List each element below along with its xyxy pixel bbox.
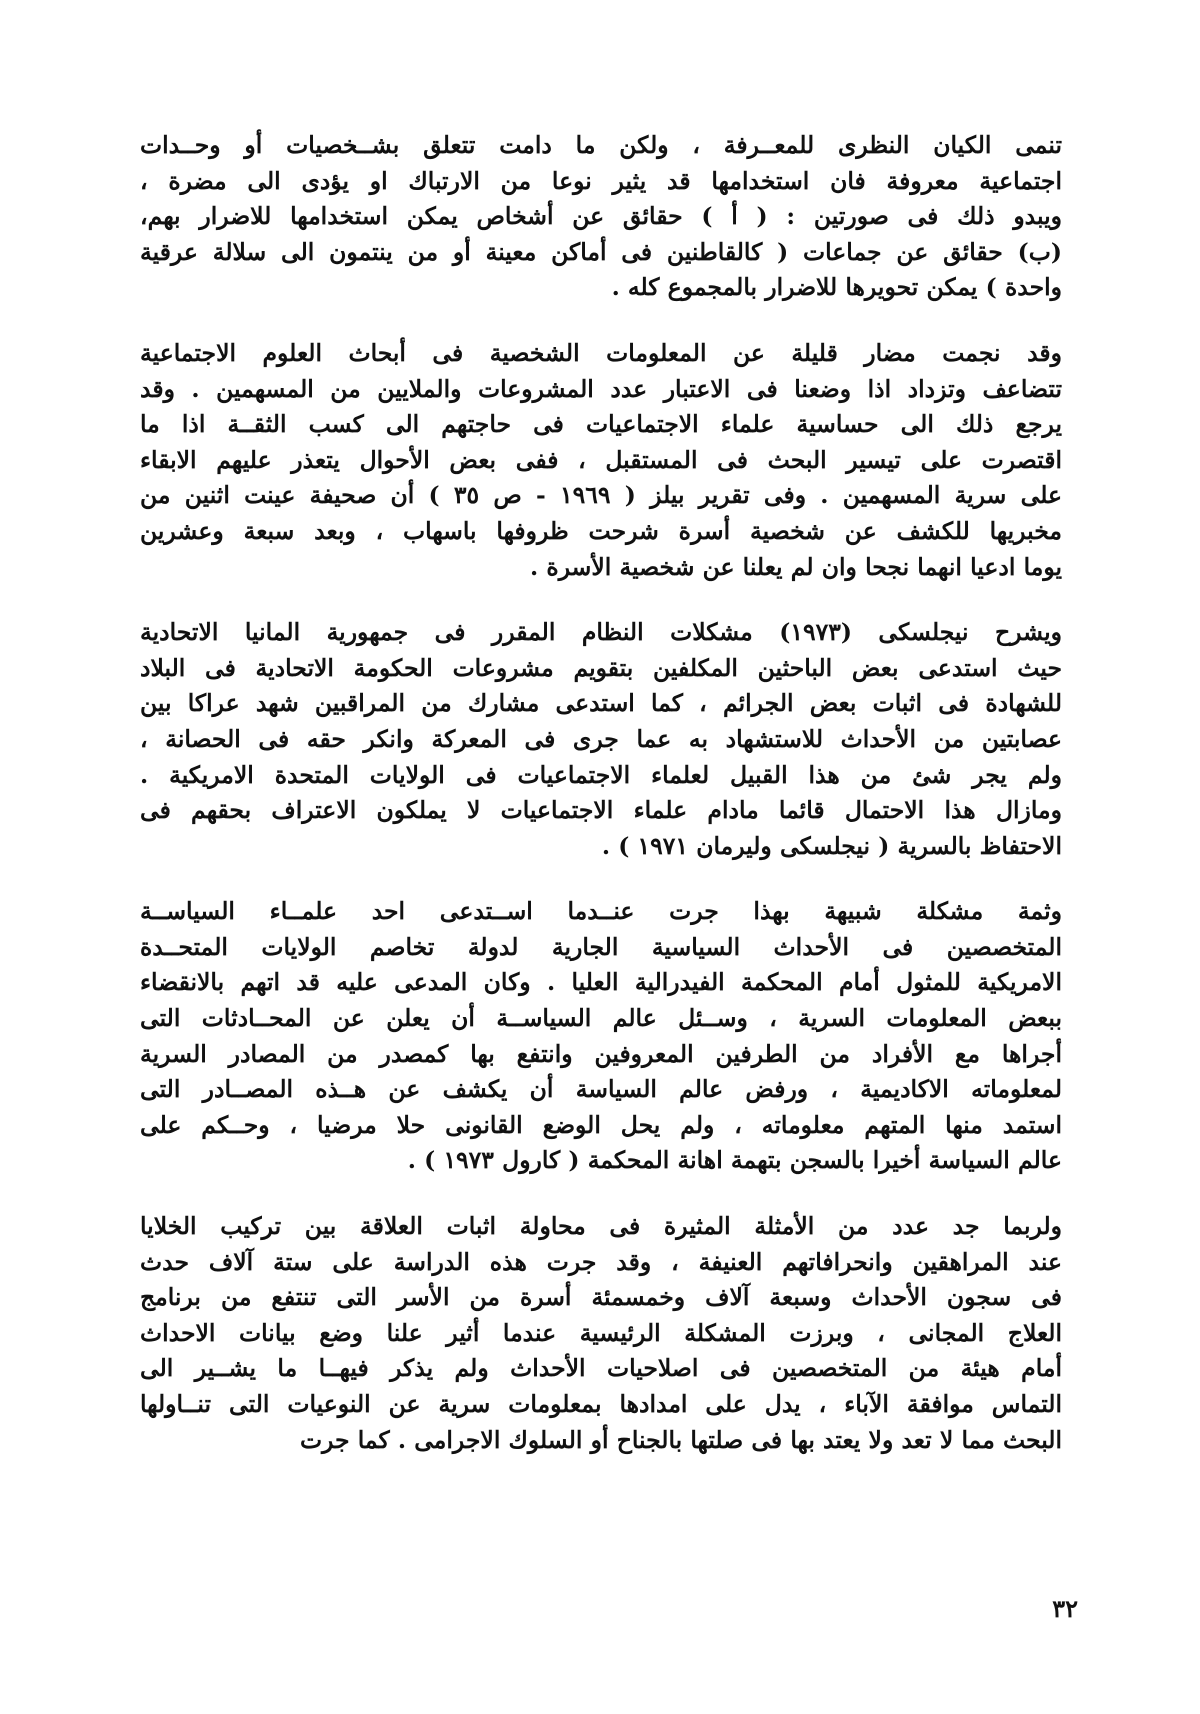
text-line: اقتصرت على تيسير البحث فى المستقبل ، ففى بعض الأحوال يتعذر عليهم الابقاء	[140, 445, 1062, 474]
paragraph-gap	[140, 864, 1062, 894]
text-line: عصابتين من الأحداث للاستشهاد به عما جرى فى المعركة وانكر حقه فى الحصانة ،	[140, 724, 1062, 753]
text-line: يوما ادعيا انهما نجحا وان لم يعلنا عن شخصية الأسرة .	[530, 552, 1062, 581]
paragraph-gap	[140, 306, 1062, 336]
text-line: أجراها مع الأفراد من الطرفين المعروفين وانتفع بها كمصدر من المصادر السرية	[140, 1039, 1062, 1068]
text-line: مخبريها للكشف عن شخصية أسرة شرحت ظروفها باسهاب ، وبعد سبعة وعشرين	[140, 516, 1062, 545]
text-line: فى سجون الأحداث وسبعة آلاف وخمسمئة أسرة من الأسر التى تنتفع من برنامج	[140, 1283, 1062, 1312]
paragraph	[140, 1209, 1062, 1458]
text-line: العلاج المجانى ، وبرزت المشكلة الرئيسية عندما أثير علنا وضع بيانات الاحداث	[140, 1318, 1062, 1347]
text-line: الاحتفاظ بالسرية ( نيجلسكى وليرمان ١٩٧١ ) .	[601, 831, 1062, 860]
paragraph	[140, 336, 1062, 585]
text-line: الامريكية للمثول أمام المحكمة الفيدرالية العليا . وكان المدعى عليه قد اتهم بالانقضاء	[140, 968, 1062, 997]
text-line: أمام هيئة من المتخصصين فى اصلاحيات الأحداث ولم يذكر فيهــا ما يشــير الى	[140, 1354, 1062, 1383]
paragraph-gap	[140, 1179, 1062, 1209]
text-line: استمد منها المتهم معلوماته ، ولم يحل الوضع القانونى حلا مرضيا ، وحــكم على	[140, 1110, 1062, 1139]
text-line: ولربما جد عدد من الأمثلة المثيرة فى محاولة اثبات العلاقة بين تركيب الخلايا	[140, 1212, 1062, 1241]
text-line: للشهادة فى اثبات بعض الجرائم ، كما استدعى مشارك من المراقبين شهد عراكا بين	[140, 689, 1062, 718]
page-number: ٣٢	[1052, 1594, 1078, 1623]
paragraph	[140, 615, 1062, 864]
text-line: ببعض المعلومات السرية ، وســئل عالم السياســة أن يعلن عن المحــادثات التى	[140, 1004, 1062, 1033]
text-line: ولم يجر شئ من هذا القبيل لعلماء الاجتماعيات فى الولايات المتحدة الامريكية .	[140, 760, 1062, 789]
text-line: يرجع ذلك الى حساسية علماء الاجتماعيات فى حاجتهم الى كسب الثقــة اذا ما	[140, 410, 1062, 439]
page-body-text	[140, 128, 1062, 1458]
paragraph	[140, 894, 1062, 1179]
text-line: عالم السياسة أخيرا بالسجن بتهمة اهانة المحكمة ( كارول ١٩٧٣ ) .	[407, 1146, 1062, 1175]
text-line: على سرية المسهمين . وفى تقرير بيلز ( ١٩٦٩ - ص ٣٥ ) أن صحيفة عينت اثنين من	[140, 481, 1062, 510]
text-line: تنمى الكيان النظرى للمعــرفة ، ولكن ما دامت تتعلق بشــخصيات أو وحــدات	[140, 131, 1062, 159]
text-line: لمعلوماته الاكاديمية ، ورفض عالم السياسة أن يكشف عن هــذه المصــادر التى	[140, 1075, 1062, 1104]
text-line: ويشرح نيجلسكى (١٩٧٣) مشكلات النظام المقرر فى جمهورية المانيا الاتحادية	[140, 618, 1062, 647]
text-line: واحدة ) يمكن تحويرها للاضرار بالمجموع كله .	[611, 273, 1062, 302]
text-line: المتخصصين فى الأحداث السياسية الجارية لدولة تخاصم الولايات المتحــدة	[140, 932, 1062, 961]
text-line: ومازال هذا الاحتمال قائما مادام علماء الاجتماعيات لا يملكون الاعتراف بحقهم فى	[140, 796, 1062, 825]
text-line: حيث استدعى بعض الباحثين المكلفين بتقويم مشروعات الحكومة الاتحادية فى البلاد	[140, 653, 1062, 682]
paragraph	[140, 128, 1062, 306]
text-line: وثمة مشكلة شبيهة بهذا جرت عنــدما اســتدعى احد علمــاء السياســة	[140, 897, 1062, 926]
text-line: اجتماعية معروفة فان استخدامها قد يثير نوعا من الارتباك او يؤدى الى مضرة ،	[140, 166, 1062, 195]
text-line: التماس موافقة الآباء ، يدل على امدادها بمعلومات سرية عن النوعيات التى تنــاولها	[140, 1390, 1062, 1418]
text-line: تتضاعف وتزداد اذا وضعنا فى الاعتبار عدد المشروعات والملايين من المسهمين . وقد	[140, 374, 1062, 403]
paragraph-gap	[140, 585, 1062, 615]
text-line: البحث مما لا تعد ولا يعتد بها فى صلتها بالجناح أو السلوك الاجرامى . كما جرت	[299, 1425, 1062, 1454]
text-line: (ب) حقائق عن جماعات ( كالقاطنين فى أماكن معينة أو من ينتمون الى سلالة عرقية	[140, 237, 1062, 266]
text-line: وقد نجمت مضار قليلة عن المعلومات الشخصية فى أبحاث العلوم الاجتماعية	[140, 338, 1062, 367]
text-line: ويبدو ذلك فى صورتين : ( أ ) حقائق عن أشخاص يمكن استخدامها للاضرار بهم،	[140, 202, 1062, 231]
text-line: عند المراهقين وانحرافاتهم العنيفة ، وقد جرت هذه الدراسة على ستة آلاف حدث	[140, 1247, 1062, 1276]
